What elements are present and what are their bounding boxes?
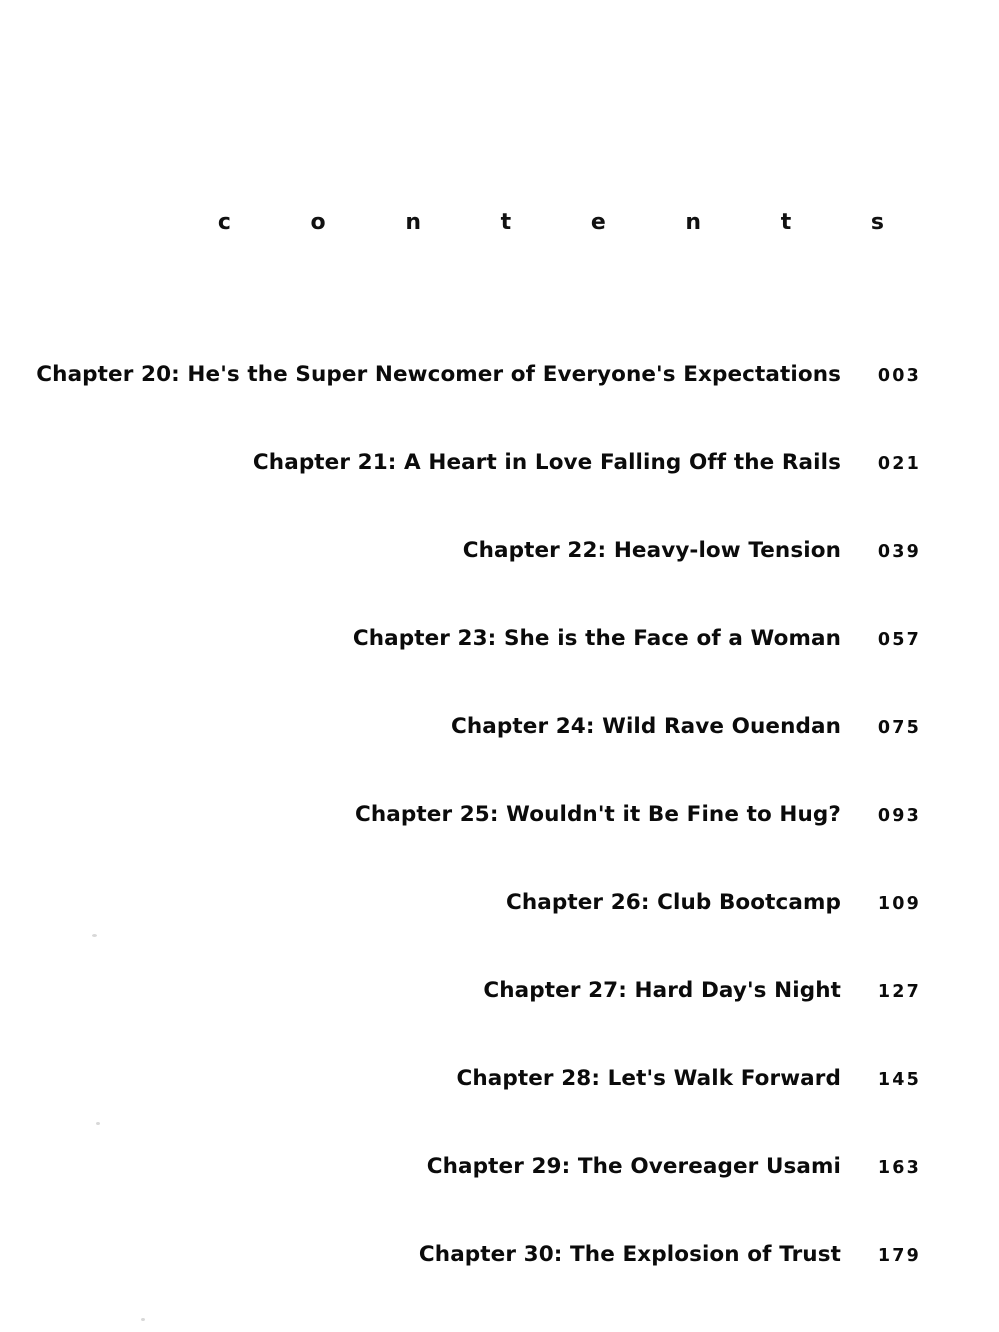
list-item[interactable] (0, 890, 999, 978)
chapter-title: Chapter 25: Wouldn't it Be Fine to Hug? (355, 802, 841, 827)
page-title: c o n t e n t s (217, 210, 920, 235)
chapter-title: Chapter 24: Wild Rave Ouendan (451, 714, 841, 739)
list-item[interactable] (0, 1066, 999, 1154)
list-item[interactable] (0, 538, 999, 626)
list-item[interactable] (0, 626, 999, 714)
table-of-contents (0, 362, 999, 1330)
chapter-title: Chapter 21: A Heart in Love Falling Off the Rails (252, 450, 841, 475)
paper-speck (141, 1318, 145, 1321)
chapter-page-number: 075 (877, 718, 921, 738)
list-item[interactable] (0, 450, 999, 538)
chapter-page-number: 057 (877, 630, 921, 650)
list-item[interactable] (0, 978, 999, 1066)
chapter-title: Chapter 20: He's the Super Newcomer of Everyone's Expectations (36, 362, 841, 387)
chapter-page-number: 127 (877, 982, 921, 1002)
chapter-title: Chapter 30: The Explosion of Trust (418, 1242, 841, 1267)
chapter-page-number: 145 (877, 1070, 921, 1090)
chapter-page-number: 093 (877, 806, 921, 826)
chapter-page-number: 003 (877, 366, 921, 386)
chapter-page-number: 163 (877, 1158, 921, 1178)
paper-speck (96, 1122, 100, 1125)
chapter-title: Chapter 28: Let's Walk Forward (456, 1066, 841, 1091)
chapter-title: Chapter 22: Heavy-low Tension (462, 538, 841, 563)
list-item[interactable] (0, 362, 999, 450)
chapter-title: Chapter 23: She is the Face of a Woman (352, 626, 841, 651)
chapter-page-number: 179 (877, 1246, 921, 1266)
chapter-title: Chapter 29: The Overeager Usami (426, 1154, 841, 1179)
list-item[interactable] (0, 802, 999, 890)
list-item[interactable] (0, 714, 999, 802)
paper-speck (92, 934, 97, 937)
chapter-page-number: 109 (877, 894, 921, 914)
chapter-page-number: 039 (877, 542, 921, 562)
chapter-page-number: 021 (877, 454, 921, 474)
chapter-title: Chapter 27: Hard Day's Night (483, 978, 841, 1003)
chapter-title: Chapter 26: Club Bootcamp (505, 890, 841, 915)
list-item[interactable] (0, 1242, 999, 1330)
list-item[interactable] (0, 1154, 999, 1242)
